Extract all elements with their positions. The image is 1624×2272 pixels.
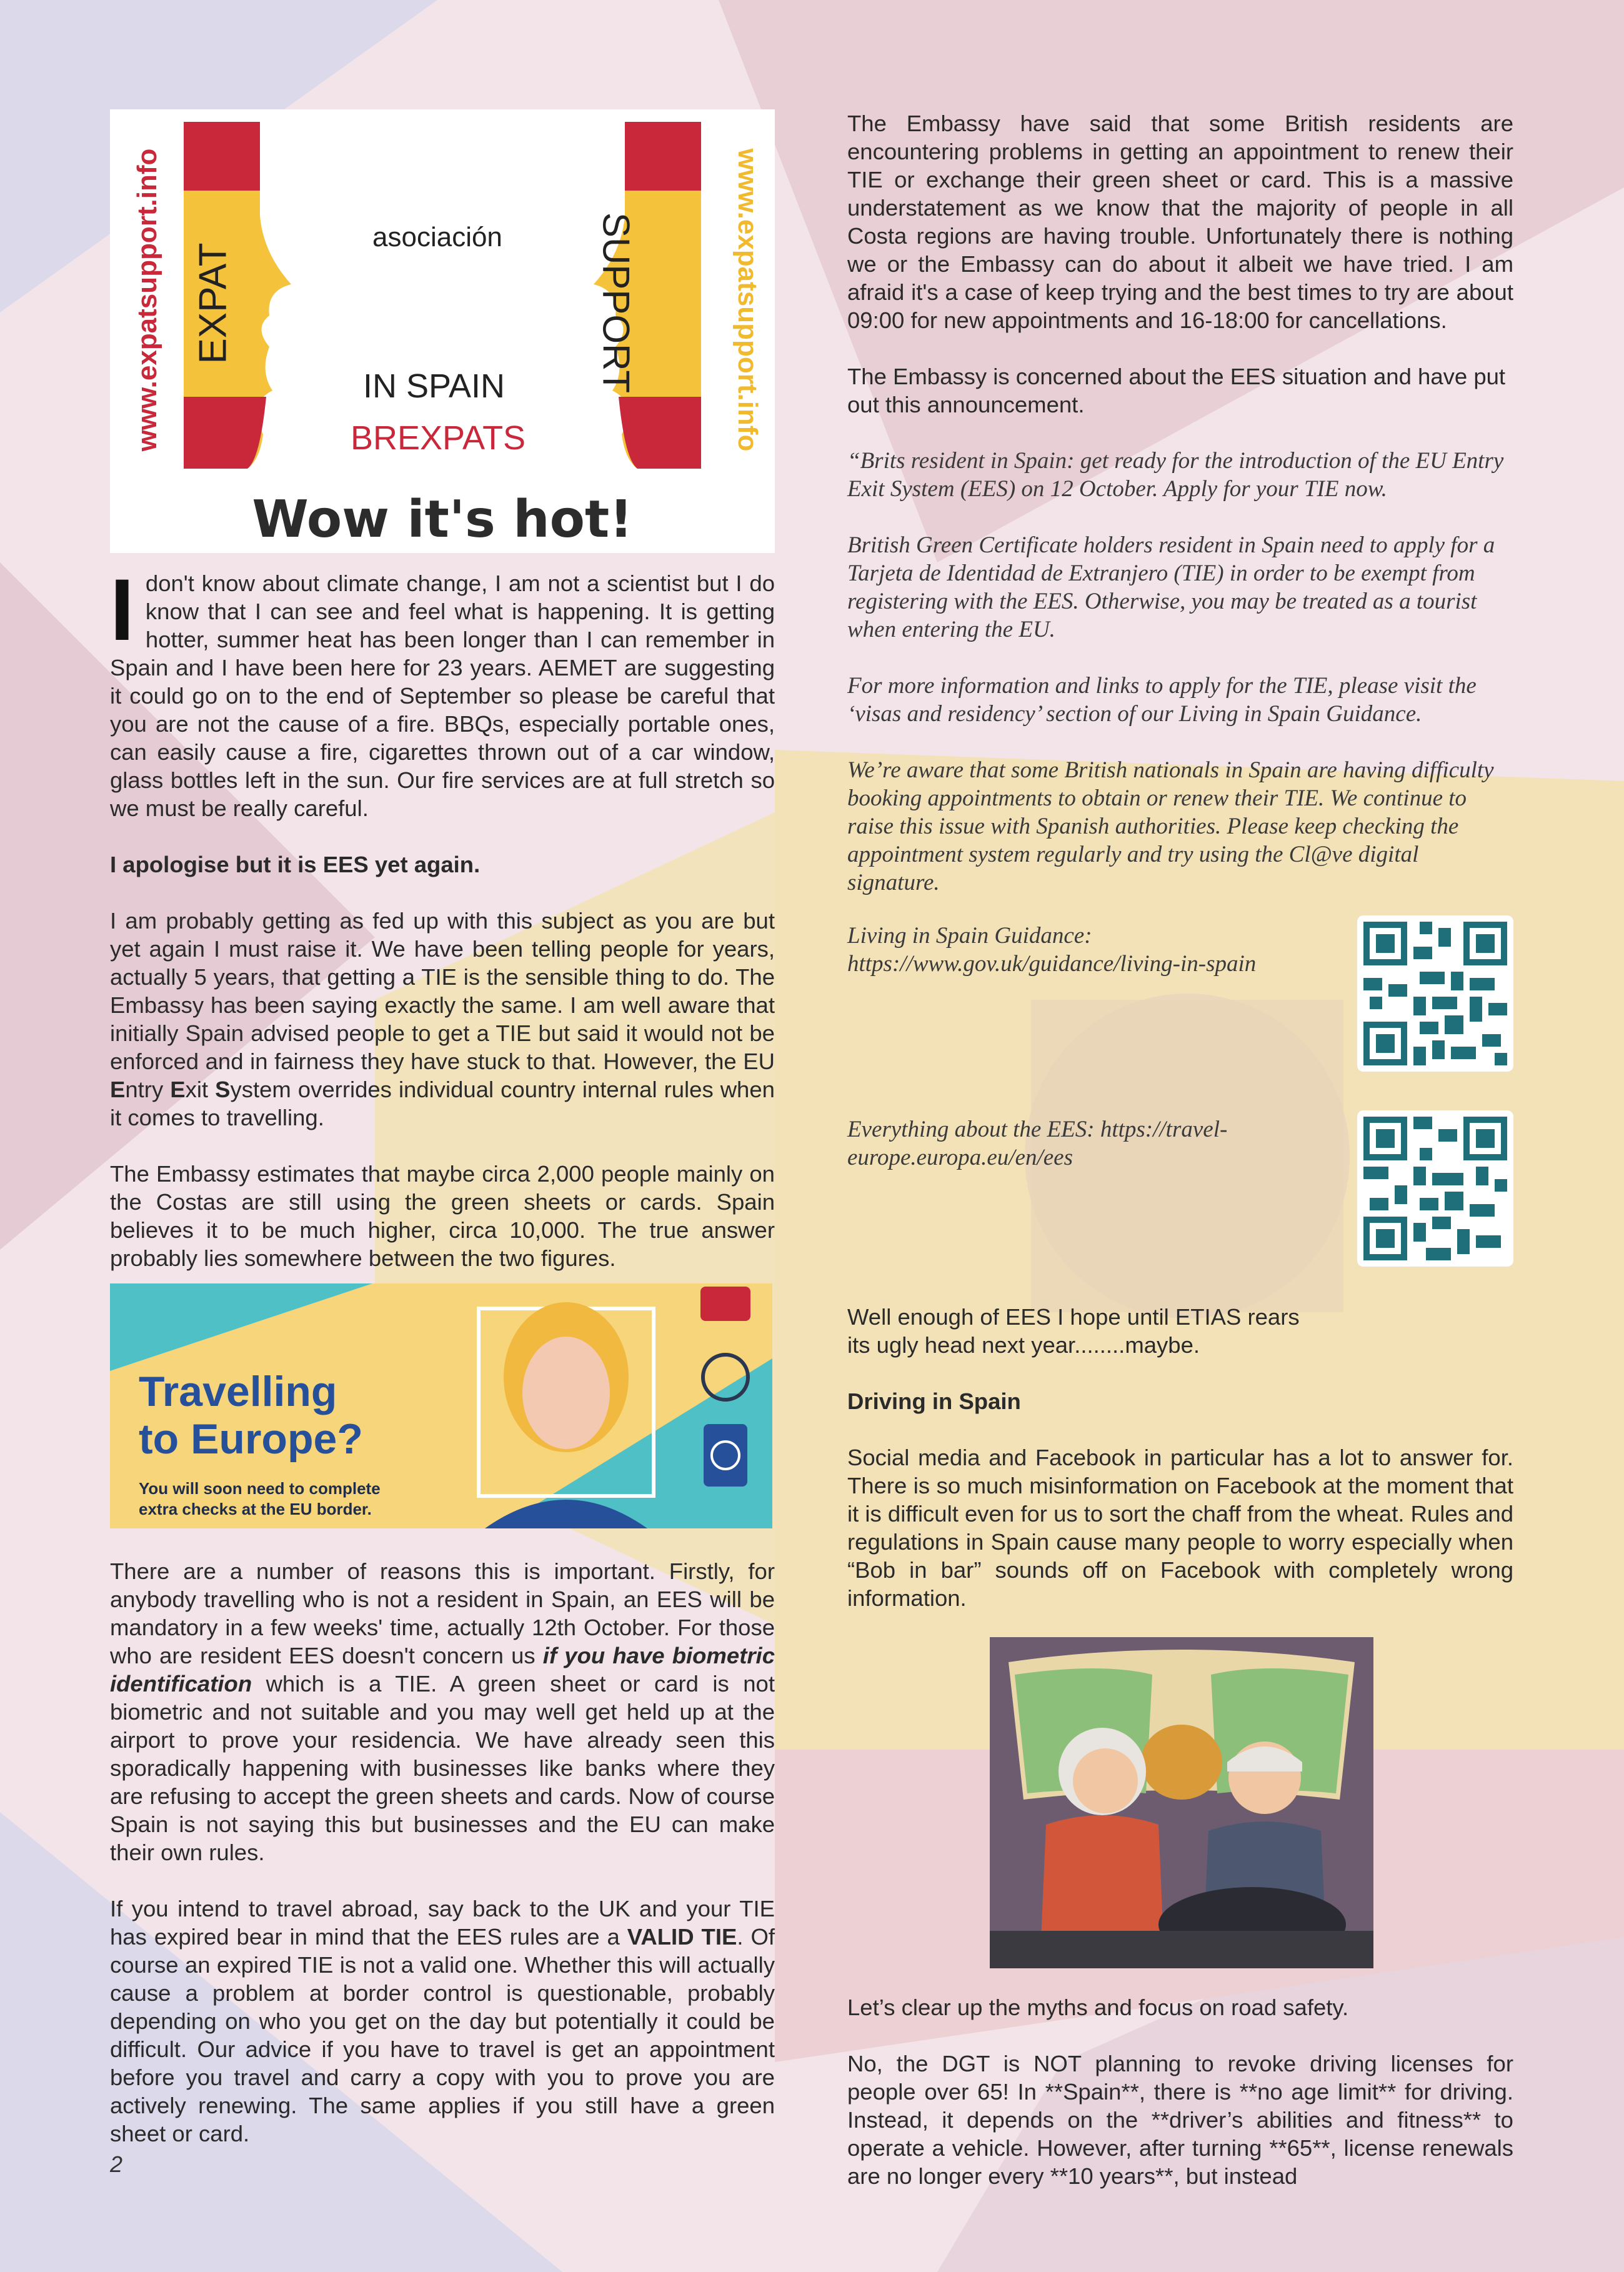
fed-up-paragraph bbox=[110, 907, 775, 1132]
reasons-paragraph bbox=[110, 1557, 775, 1866]
travelling-banner bbox=[110, 1283, 772, 1528]
drop-cap: I bbox=[110, 561, 134, 659]
announcement-quote-2: British Green Certificate holders resident in Spain need to apply for a Tarjeta de Identidad de Extranjero (TIE) in order to be exempt from registering with the EES. Otherwise, you may be treated as a tourist when entering the EU. bbox=[847, 532, 1495, 642]
announcement-quote-1: “Brits resident in Spain: get ready for the introduction of the EU Entry Exit System (EES) on 12 October. Apply for your TIE now. bbox=[847, 448, 1504, 502]
page-number: 2 bbox=[110, 2151, 123, 2177]
logo-in-spain: IN SPAIN bbox=[363, 367, 506, 405]
intro-text: don't know about climate change, I am not a scientist but I do know that I can see and feel what is happening. It is getting hotter, summer heat has been longer than I can remember in Spain and I have been here for 23 years. AEMET are suggesting it could go on to the end of September so please be careful that you are not the cause of a fire. BBQs, especially portable ones, can easily cause a fire, cigarettes thrown out of a car window, glass bottles left in the sun. Our fire services are at full stretch so we must be really careful. bbox=[110, 570, 775, 821]
logo-asociacion: asociación bbox=[372, 222, 502, 252]
ees-info-row bbox=[847, 1115, 1513, 1284]
logo-url-left: www.expatsupport.info bbox=[132, 148, 162, 452]
enough-paragraph bbox=[847, 1303, 1513, 1359]
living-in-spain-url[interactable]: https://www.gov.uk/guidance/living-in-spain bbox=[847, 951, 1257, 977]
elderly-couple-driving-illustration bbox=[990, 1637, 1373, 1968]
ees-word-xit: xit bbox=[185, 1077, 216, 1102]
ees-info-line-1[interactable]: Everything about the EES: https://travel- bbox=[847, 1117, 1228, 1142]
estimates-paragraph: The Embassy estimates that maybe circa 2,000 people mainly on the Costas are still using the green sheets or cards. Spain believes it to be much higher, circa 10,000. The true answer probably lies somewhere between the two figures. bbox=[110, 1161, 775, 1271]
banner-title-2: to Europe? bbox=[139, 1415, 363, 1463]
enough-line-1: Well enough of EES I hope until ETIAS rears bbox=[847, 1304, 1300, 1330]
ees-heading: I apologise but it is EES yet again. bbox=[110, 852, 481, 877]
abroad-text-2: . Of course an expired TIE is not a valid one. Whether this will actually cause a problem at border control is questionable, probably depending on who you get on the day but potentially it could be difficult. Our advice if you have to travel is get an appointment before you travel and carry a copy with you to prove you are actively renewing. The same applies if you still have a green sheet or card. bbox=[110, 1924, 775, 2146]
banner-title-1: Travelling bbox=[139, 1368, 337, 1415]
banner-sub-2: extra checks at the EU border. bbox=[139, 1500, 372, 1518]
banner-sub-1: You will soon need to complete bbox=[139, 1479, 381, 1498]
social-media-paragraph: Social media and Facebook in particular has a lot to answer for. There is so much misinformation on Facebook at the moment that it is difficult even for us to sort the chaff from the wheat. Rules and regulations in Spain cause many people to worry especially when “Bob in bar” sounds off on Facebook with completely wrong information. bbox=[847, 1445, 1513, 1611]
myths-paragraph: Let’s clear up the myths and focus on road safety. bbox=[847, 1995, 1349, 2020]
right-column bbox=[847, 109, 1513, 2190]
driving-heading: Driving in Spain bbox=[847, 1388, 1021, 1414]
ees-letter-s: S bbox=[215, 1077, 231, 1102]
ees-letter-e: E bbox=[110, 1077, 126, 1102]
concerned-paragraph: The Embassy is concerned about the EES situation and have put out this announcement. bbox=[847, 364, 1506, 417]
abroad-valid-tie: VALID TIE bbox=[627, 1924, 737, 1950]
banner-title bbox=[139, 1368, 363, 1463]
reasons-text-1: There are a number of reasons this is important. Firstly, for anybody travelling who is not a resident in Spain, an EES will be mandatory in a few weeks' time, actually 12th October. For those who are resident EES doesn't concern us bbox=[110, 1558, 775, 1668]
reasons-text-2: which is a TIE. A green sheet or card is not biometric and not suitable and you may well get held up at the airport to prove your residencia. We have already seen this sporadically happening with businesses like banks where they are refusing to accept the green sheets and cards. Now of course Spain is not saying this but businesses and the EU can make their own rules. bbox=[110, 1671, 775, 1865]
ees-word-ntry: ntry bbox=[125, 1077, 171, 1102]
fed-up-text-1: I am probably getting as fed up with this subject as you are but yet again I must raise it. We have been telling people for years, actually 5 years, that getting a TIE is the sensible thing to do. The Embassy has been saying exactly the same. I am well aware that initially Spain advised people to get a TIE but said it would not be enforced and in fairness they have stuck to that. However, the EU bbox=[110, 908, 775, 1074]
logo-support: SUPPORT bbox=[595, 212, 637, 393]
abroad-paragraph bbox=[110, 1895, 775, 2148]
ees-info-line-2[interactable]: europe.europa.eu/en/ees bbox=[847, 1145, 1073, 1170]
expat-support-logo bbox=[110, 109, 775, 553]
intro-paragraph bbox=[110, 561, 775, 822]
dgt-paragraph: No, the DGT is NOT planning to revoke driving licenses for people over 65! In **Spain**, there is **no age limit** for driving. Instead, it depends on the **driver’s abilities and fitness** to operate a vehicle. However, after turning **65**, license renewals are no longer every **10 years**, but instead bbox=[847, 2051, 1513, 2189]
ees-letter-e2: E bbox=[170, 1077, 186, 1102]
logo-brexpats: BREXPATS bbox=[351, 419, 526, 457]
living-in-spain-row bbox=[847, 922, 1513, 1090]
abroad-text-1: If you intend to travel abroad, say back to the UK and your TIE has expired bear in mind that the EES rules are a bbox=[110, 1896, 775, 1950]
logo-url-right: www.expatsupport.info bbox=[732, 148, 763, 452]
embassy-paragraph: The Embassy have said that some British residents are encountering problems in getting an appointment to renew their TIE or exchange their green sheet or card. This is a massive understatement as we know that the majority of people in all Costa regions are having trouble. Unfortunately there is nothing we or the Embassy can do about it albeit we have tried. I am afraid it's a case of keep trying and the best times to try are about 09:00 for new appointments and 16-18:00 for cancellations. bbox=[847, 111, 1513, 333]
qr-code-ees[interactable] bbox=[1357, 1110, 1513, 1267]
announcement-quote-3: For more information and links to apply for the TIE, please visit the ‘visas and residency’ section of our Living in Spain Guidance. bbox=[847, 673, 1477, 727]
enough-line-2: its ugly head next year........maybe. bbox=[847, 1332, 1200, 1358]
logo-caption: Wow it's hot! bbox=[252, 490, 633, 549]
fed-up-text-2: ystem overrides individual country internal rules when it comes to travelling. bbox=[110, 1077, 775, 1130]
logo-expat: EXPAT bbox=[191, 242, 235, 364]
reasons-emphasis: if you have biometric identification bbox=[110, 1643, 775, 1697]
announcement-quote-4: We’re aware that some British nationals in Spain are having difficulty booking appointments to obtain or renew their TIE. We continue to raise this issue with Spanish authorities. Please keep checking the appointment system regularly and try using the Cl@ve digital signature. bbox=[847, 757, 1494, 895]
left-column bbox=[110, 109, 775, 2148]
banner-subtitle bbox=[139, 1478, 381, 1520]
qr-code-living-in-spain[interactable] bbox=[1357, 915, 1513, 1072]
living-in-spain-title: Living in Spain Guidance: bbox=[847, 923, 1092, 949]
